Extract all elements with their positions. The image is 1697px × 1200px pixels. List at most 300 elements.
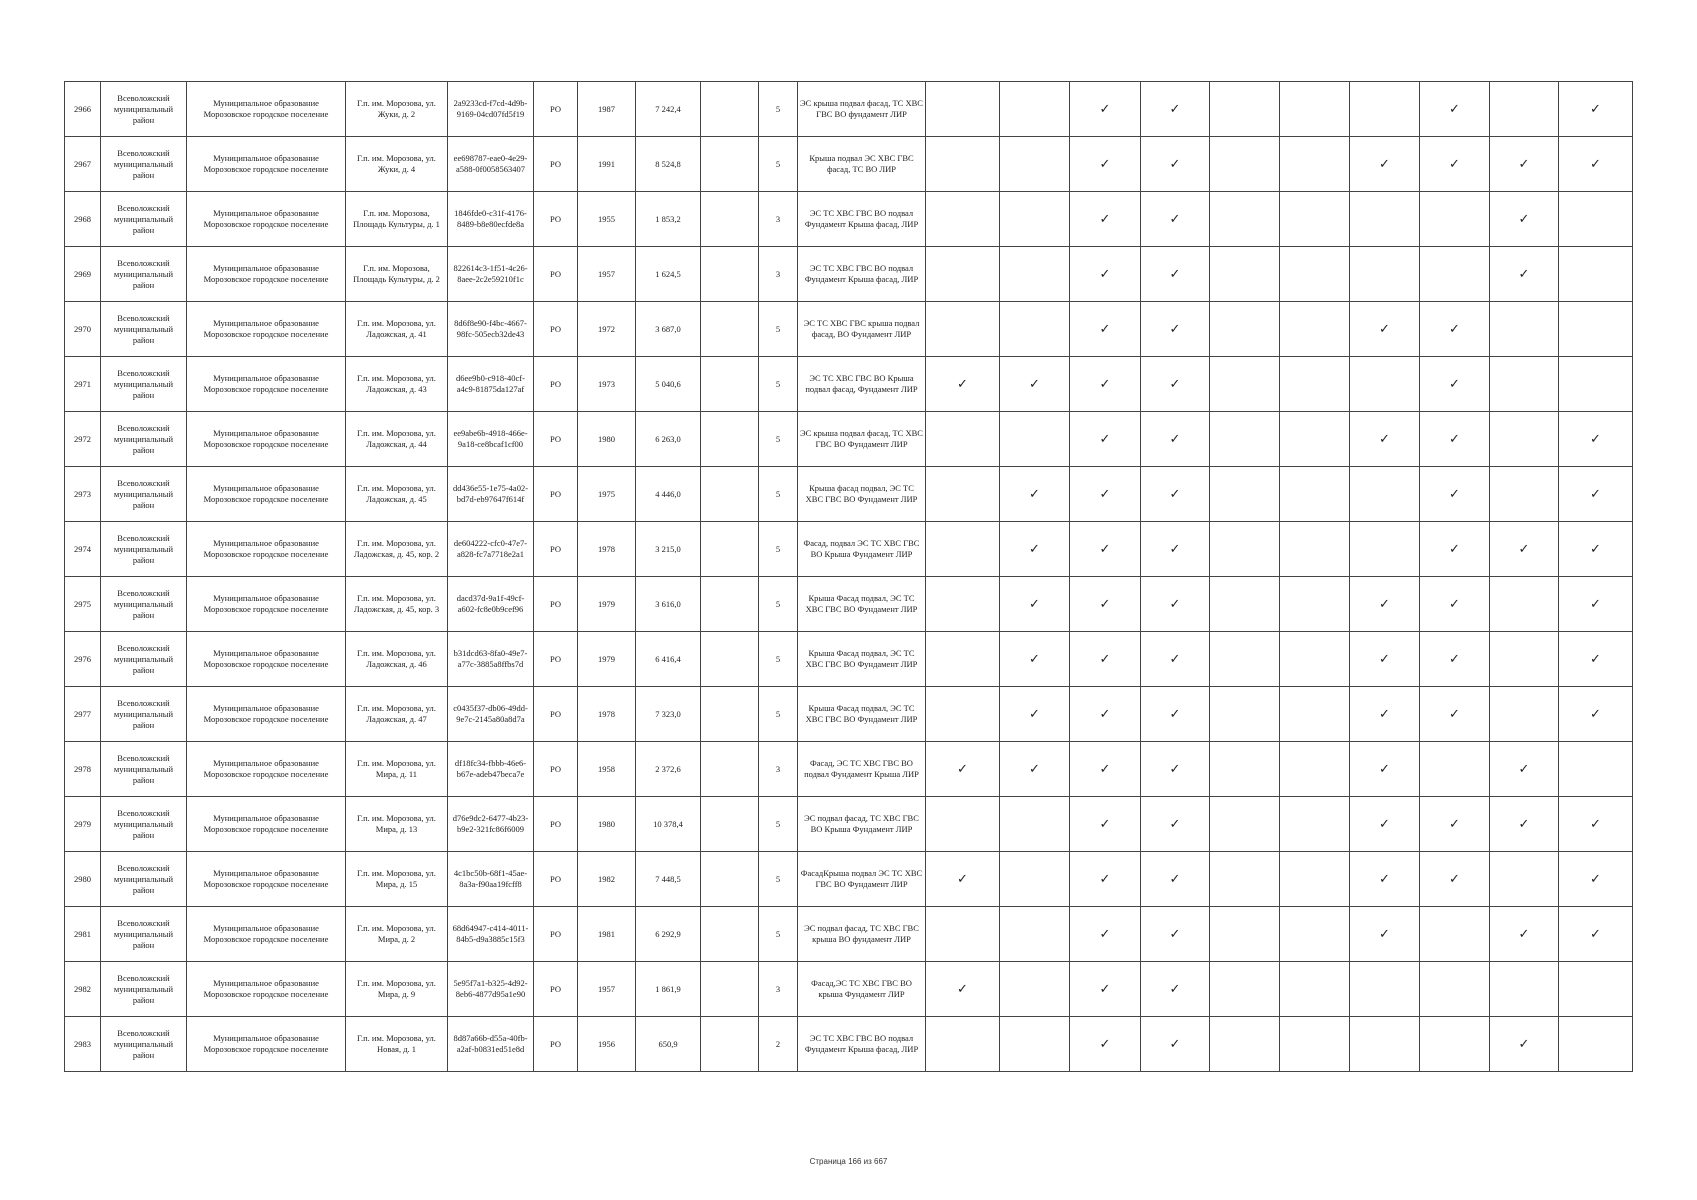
table-row (65, 852, 1633, 907)
row-number: 2972 (65, 412, 101, 467)
check-mark-icon: ✓ (1070, 467, 1141, 522)
empty-check-cell (1280, 302, 1350, 357)
empty-check-cell (1280, 797, 1350, 852)
empty-check-cell (1000, 302, 1070, 357)
area-cell: 2 372,6 (636, 742, 701, 797)
type-cell: РО (534, 247, 578, 302)
year-cell: 1955 (578, 192, 636, 247)
empty-cell (701, 632, 759, 687)
empty-check-cell (1559, 302, 1633, 357)
check-mark-icon: ✓ (1559, 467, 1633, 522)
check-mark-icon: ✓ (1490, 797, 1559, 852)
empty-check-cell (1210, 357, 1280, 412)
works-cell: Фасад, ЭС ТС ХВС ГВС ВО подвал Фундамент Крыша ЛИР (798, 742, 926, 797)
area-cell: 3 687,0 (636, 302, 701, 357)
empty-check-cell (1280, 632, 1350, 687)
area-cell: 3 616,0 (636, 577, 701, 632)
check-mark-icon: ✓ (1141, 82, 1210, 137)
empty-check-cell (1490, 412, 1559, 467)
empty-check-cell (1559, 1017, 1633, 1072)
check-mark-icon: ✓ (1000, 522, 1070, 577)
check-mark-icon: ✓ (1350, 137, 1420, 192)
empty-check-cell (1350, 522, 1420, 577)
row-number: 2971 (65, 357, 101, 412)
works-cell: Фасад, подвал ЭС ТС ХВС ГВС ВО Крыша Фундамент ЛИР (798, 522, 926, 577)
empty-cell (701, 742, 759, 797)
check-mark-icon: ✓ (1559, 907, 1633, 962)
empty-check-cell (1280, 192, 1350, 247)
empty-check-cell (1000, 797, 1070, 852)
empty-cell (701, 687, 759, 742)
type-cell: РО (534, 1017, 578, 1072)
empty-check-cell (1210, 797, 1280, 852)
works-cell: ЭС ТС ХВС ГВС ВО подвал Фундамент Крыша фасад, ЛИР (798, 1017, 926, 1072)
check-mark-icon: ✓ (1350, 412, 1420, 467)
check-mark-icon: ✓ (1141, 302, 1210, 357)
empty-cell (701, 82, 759, 137)
check-mark-icon: ✓ (1000, 467, 1070, 522)
district-cell: Всеволожский муниципальный район (101, 467, 187, 522)
table-row (65, 412, 1633, 467)
works-cell: ФасадКрыша подвал ЭС ТС ХВС ГВС ВО Фундамент ЛИР (798, 852, 926, 907)
check-mark-icon: ✓ (1141, 192, 1210, 247)
floors-cell: 5 (759, 577, 798, 632)
empty-check-cell (1559, 247, 1633, 302)
guid-cell: dd436e55-1e75-4a02-bd7d-eb97647f614f (448, 467, 534, 522)
guid-cell: 8d6f8e90-f4bc-4667-98fc-505ecb32de43 (448, 302, 534, 357)
area-cell: 6 292,9 (636, 907, 701, 962)
check-mark-icon: ✓ (1070, 907, 1141, 962)
guid-cell: ee698787-eae0-4e29-a588-0f0058563407 (448, 137, 534, 192)
check-mark-icon: ✓ (1000, 632, 1070, 687)
address-cell: Г.п. им. Морозова, ул. Мира, д. 9 (346, 962, 448, 1017)
empty-check-cell (1350, 1017, 1420, 1072)
empty-cell (701, 962, 759, 1017)
municipality-cell: Муниципальное образование Морозовское городское поселение (187, 742, 346, 797)
empty-check-cell (1490, 467, 1559, 522)
empty-check-cell (1420, 907, 1490, 962)
check-mark-icon: ✓ (1141, 247, 1210, 302)
empty-check-cell (1210, 412, 1280, 467)
empty-check-cell (1420, 1017, 1490, 1072)
year-cell: 1978 (578, 687, 636, 742)
year-cell: 1957 (578, 247, 636, 302)
check-mark-icon: ✓ (1350, 797, 1420, 852)
check-mark-icon: ✓ (1420, 82, 1490, 137)
check-mark-icon: ✓ (1070, 247, 1141, 302)
guid-cell: d76e9dc2-6477-4b23-b9e2-321fc86f6009 (448, 797, 534, 852)
empty-check-cell (926, 82, 1000, 137)
check-mark-icon: ✓ (1000, 687, 1070, 742)
works-cell: ЭС подвал фасад, ТС ХВС ГВС ВО Крыша Фундамент ЛИР (798, 797, 926, 852)
municipality-cell: Муниципальное образование Морозовское городское поселение (187, 687, 346, 742)
type-cell: РО (534, 577, 578, 632)
check-mark-icon: ✓ (1350, 577, 1420, 632)
table-row (65, 357, 1633, 412)
check-mark-icon: ✓ (1490, 247, 1559, 302)
municipality-cell: Муниципальное образование Морозовское городское поселение (187, 1017, 346, 1072)
check-mark-icon: ✓ (1350, 687, 1420, 742)
year-cell: 1980 (578, 412, 636, 467)
row-number: 2983 (65, 1017, 101, 1072)
address-cell: Г.п. им. Морозова, ул. Ладожская, д. 45, кор. 3 (346, 577, 448, 632)
empty-check-cell (1280, 1017, 1350, 1072)
area-cell: 5 040,6 (636, 357, 701, 412)
empty-check-cell (1210, 247, 1280, 302)
year-cell: 1972 (578, 302, 636, 357)
check-mark-icon: ✓ (1000, 357, 1070, 412)
area-cell: 8 524,8 (636, 137, 701, 192)
guid-cell: 2a9233cd-f7cd-4d9b-9169-04cd07fd5f19 (448, 82, 534, 137)
empty-check-cell (1559, 962, 1633, 1017)
check-mark-icon: ✓ (1490, 742, 1559, 797)
row-number: 2982 (65, 962, 101, 1017)
district-cell: Всеволожский муниципальный район (101, 1017, 187, 1072)
empty-cell (701, 852, 759, 907)
empty-cell (701, 797, 759, 852)
works-cell: ЭС ТС ХВС ГВС ВО Крыша подвал фасад, Фундамент ЛИР (798, 357, 926, 412)
type-cell: РО (534, 192, 578, 247)
district-cell: Всеволожский муниципальный район (101, 852, 187, 907)
check-mark-icon: ✓ (1070, 192, 1141, 247)
table-row (65, 137, 1633, 192)
year-cell: 1956 (578, 1017, 636, 1072)
type-cell: РО (534, 962, 578, 1017)
check-mark-icon: ✓ (1141, 742, 1210, 797)
check-mark-icon: ✓ (926, 962, 1000, 1017)
table-row (65, 577, 1633, 632)
empty-check-cell (1210, 577, 1280, 632)
check-mark-icon: ✓ (1420, 467, 1490, 522)
empty-check-cell (1000, 907, 1070, 962)
row-number: 2976 (65, 632, 101, 687)
area-cell: 6 416,4 (636, 632, 701, 687)
municipality-cell: Муниципальное образование Морозовское городское поселение (187, 192, 346, 247)
empty-check-cell (1210, 742, 1280, 797)
municipality-cell: Муниципальное образование Морозовское городское поселение (187, 632, 346, 687)
table-row (65, 192, 1633, 247)
empty-check-cell (1000, 962, 1070, 1017)
type-cell: РО (534, 82, 578, 137)
table-row (65, 687, 1633, 742)
works-cell: ЭС крыша подвал фасад, ТС ХВС ГВС ВО Фундамент ЛИР (798, 412, 926, 467)
check-mark-icon: ✓ (1350, 632, 1420, 687)
check-mark-icon: ✓ (1070, 82, 1141, 137)
district-cell: Всеволожский муниципальный район (101, 522, 187, 577)
area-cell: 1 853,2 (636, 192, 701, 247)
empty-cell (701, 357, 759, 412)
area-cell: 650,9 (636, 1017, 701, 1072)
district-cell: Всеволожский муниципальный район (101, 82, 187, 137)
floors-cell: 5 (759, 302, 798, 357)
address-cell: Г.п. им. Морозова, ул. Жуки, д. 2 (346, 82, 448, 137)
empty-check-cell (1210, 1017, 1280, 1072)
row-number: 2977 (65, 687, 101, 742)
table-row (65, 522, 1633, 577)
type-cell: РО (534, 632, 578, 687)
check-mark-icon: ✓ (1490, 522, 1559, 577)
row-number: 2970 (65, 302, 101, 357)
check-mark-icon: ✓ (1141, 687, 1210, 742)
empty-check-cell (1559, 357, 1633, 412)
address-cell: Г.п. им. Морозова, ул. Новая, д. 1 (346, 1017, 448, 1072)
empty-check-cell (1280, 687, 1350, 742)
empty-check-cell (1000, 1017, 1070, 1072)
check-mark-icon: ✓ (1000, 577, 1070, 632)
year-cell: 1991 (578, 137, 636, 192)
floors-cell: 5 (759, 82, 798, 137)
empty-check-cell (926, 687, 1000, 742)
floors-cell: 5 (759, 687, 798, 742)
works-cell: Фасад,ЭС ТС ХВС ГВС ВО крыша Фундамент ЛИР (798, 962, 926, 1017)
check-mark-icon: ✓ (1070, 522, 1141, 577)
area-cell: 3 215,0 (636, 522, 701, 577)
empty-check-cell (926, 247, 1000, 302)
row-number: 2980 (65, 852, 101, 907)
municipality-cell: Муниципальное образование Морозовское городское поселение (187, 412, 346, 467)
check-mark-icon: ✓ (1070, 632, 1141, 687)
table-row (65, 247, 1633, 302)
floors-cell: 5 (759, 357, 798, 412)
empty-check-cell (1420, 192, 1490, 247)
type-cell: РО (534, 302, 578, 357)
empty-check-cell (1210, 852, 1280, 907)
check-mark-icon: ✓ (1559, 577, 1633, 632)
empty-check-cell (1210, 302, 1280, 357)
check-mark-icon: ✓ (1070, 302, 1141, 357)
check-mark-icon: ✓ (1559, 137, 1633, 192)
table-row (65, 467, 1633, 522)
empty-check-cell (1210, 522, 1280, 577)
table-row (65, 1017, 1633, 1072)
check-mark-icon: ✓ (1070, 687, 1141, 742)
table-row (65, 632, 1633, 687)
address-cell: Г.п. им. Морозова, ул. Ладожская, д. 44 (346, 412, 448, 467)
empty-check-cell (926, 797, 1000, 852)
empty-check-cell (1280, 852, 1350, 907)
guid-cell: ee9abe6b-4918-466e-9a18-ce8bcaf1cf00 (448, 412, 534, 467)
check-mark-icon: ✓ (1141, 577, 1210, 632)
empty-check-cell (926, 192, 1000, 247)
check-mark-icon: ✓ (1420, 797, 1490, 852)
empty-check-cell (1280, 467, 1350, 522)
floors-cell: 5 (759, 632, 798, 687)
floors-cell: 5 (759, 137, 798, 192)
empty-cell (701, 247, 759, 302)
empty-check-cell (1000, 82, 1070, 137)
check-mark-icon: ✓ (1070, 1017, 1141, 1072)
check-mark-icon: ✓ (1141, 852, 1210, 907)
records-table (64, 81, 1633, 1072)
type-cell: РО (534, 742, 578, 797)
row-number: 2975 (65, 577, 101, 632)
address-cell: Г.п. им. Морозова, Площадь Культуры, д. 2 (346, 247, 448, 302)
check-mark-icon: ✓ (1420, 852, 1490, 907)
municipality-cell: Муниципальное образование Морозовское городское поселение (187, 302, 346, 357)
check-mark-icon: ✓ (1141, 632, 1210, 687)
check-mark-icon: ✓ (1490, 192, 1559, 247)
year-cell: 1980 (578, 797, 636, 852)
empty-check-cell (1490, 357, 1559, 412)
year-cell: 1979 (578, 632, 636, 687)
empty-check-cell (1280, 357, 1350, 412)
guid-cell: b31dcd63-8fa0-49e7-a77c-3885a8ffbs7d (448, 632, 534, 687)
address-cell: Г.п. им. Морозова, ул. Ладожская, д. 43 (346, 357, 448, 412)
guid-cell: 822614c3-1f51-4c26-8aee-2c2e59210f1c (448, 247, 534, 302)
guid-cell: 1846fde0-c31f-4176-8489-b8e80ecfde8a (448, 192, 534, 247)
empty-check-cell (1490, 962, 1559, 1017)
works-cell: ЭС ТС ХВС ГВС ВО подвал Фундамент Крыша фасад, ЛИР (798, 247, 926, 302)
empty-check-cell (1490, 577, 1559, 632)
address-cell: Г.п. им. Морозова, ул. Жуки, д. 4 (346, 137, 448, 192)
row-number: 2968 (65, 192, 101, 247)
empty-check-cell (1350, 192, 1420, 247)
check-mark-icon: ✓ (1350, 742, 1420, 797)
empty-check-cell (1490, 632, 1559, 687)
empty-check-cell (1350, 247, 1420, 302)
check-mark-icon: ✓ (1420, 302, 1490, 357)
floors-cell: 2 (759, 1017, 798, 1072)
empty-check-cell (1280, 247, 1350, 302)
empty-check-cell (926, 467, 1000, 522)
empty-check-cell (1210, 192, 1280, 247)
check-mark-icon: ✓ (1141, 962, 1210, 1017)
type-cell: РО (534, 412, 578, 467)
row-number: 2967 (65, 137, 101, 192)
district-cell: Всеволожский муниципальный район (101, 632, 187, 687)
row-number: 2979 (65, 797, 101, 852)
check-mark-icon: ✓ (1141, 907, 1210, 962)
floors-cell: 3 (759, 962, 798, 1017)
empty-cell (701, 412, 759, 467)
table-row (65, 302, 1633, 357)
empty-cell (701, 577, 759, 632)
floors-cell: 5 (759, 852, 798, 907)
empty-cell (701, 1017, 759, 1072)
district-cell: Всеволожский муниципальный район (101, 687, 187, 742)
empty-check-cell (1210, 907, 1280, 962)
district-cell: Всеволожский муниципальный район (101, 302, 187, 357)
municipality-cell: Муниципальное образование Морозовское городское поселение (187, 137, 346, 192)
row-number: 2973 (65, 467, 101, 522)
district-cell: Всеволожский муниципальный район (101, 742, 187, 797)
check-mark-icon: ✓ (1559, 522, 1633, 577)
empty-check-cell (1490, 82, 1559, 137)
address-cell: Г.п. им. Морозова, ул. Ладожская, д. 41 (346, 302, 448, 357)
empty-check-cell (1280, 962, 1350, 1017)
empty-check-cell (1280, 742, 1350, 797)
empty-check-cell (1210, 962, 1280, 1017)
empty-check-cell (1280, 82, 1350, 137)
check-mark-icon: ✓ (1141, 357, 1210, 412)
check-mark-icon: ✓ (1141, 412, 1210, 467)
check-mark-icon: ✓ (1559, 797, 1633, 852)
floors-cell: 5 (759, 467, 798, 522)
year-cell: 1979 (578, 577, 636, 632)
check-mark-icon: ✓ (1070, 962, 1141, 1017)
year-cell: 1973 (578, 357, 636, 412)
floors-cell: 3 (759, 192, 798, 247)
check-mark-icon: ✓ (1350, 302, 1420, 357)
guid-cell: 5e95f7a1-b325-4d92-8eb6-4877d95a1e90 (448, 962, 534, 1017)
municipality-cell: Муниципальное образование Морозовское городское поселение (187, 797, 346, 852)
works-cell: ЭС ТС ХВС ГВС крыша подвал фасад, ВО Фундамент ЛИР (798, 302, 926, 357)
district-cell: Всеволожский муниципальный район (101, 577, 187, 632)
empty-cell (701, 907, 759, 962)
empty-check-cell (1490, 687, 1559, 742)
district-cell: Всеволожский муниципальный район (101, 962, 187, 1017)
address-cell: Г.п. им. Морозова, Площадь Культуры, д. 1 (346, 192, 448, 247)
check-mark-icon: ✓ (1420, 687, 1490, 742)
check-mark-icon: ✓ (926, 852, 1000, 907)
area-cell: 7 242,4 (636, 82, 701, 137)
municipality-cell: Муниципальное образование Морозовское городское поселение (187, 852, 346, 907)
works-cell: ЭС ТС ХВС ГВС ВО подвал Фундамент Крыша фасад, ЛИР (798, 192, 926, 247)
check-mark-icon: ✓ (1420, 522, 1490, 577)
area-cell: 1 861,9 (636, 962, 701, 1017)
empty-check-cell (1000, 247, 1070, 302)
floors-cell: 5 (759, 907, 798, 962)
year-cell: 1982 (578, 852, 636, 907)
year-cell: 1975 (578, 467, 636, 522)
type-cell: РО (534, 797, 578, 852)
empty-check-cell (1280, 907, 1350, 962)
address-cell: Г.п. им. Морозова, ул. Мира, д. 15 (346, 852, 448, 907)
table-row (65, 742, 1633, 797)
municipality-cell: Муниципальное образование Морозовское городское поселение (187, 247, 346, 302)
guid-cell: d6ee9b0-c918-40cf-a4c9-81875da127af (448, 357, 534, 412)
empty-check-cell (926, 577, 1000, 632)
year-cell: 1981 (578, 907, 636, 962)
municipality-cell: Муниципальное образование Морозовское городское поселение (187, 907, 346, 962)
works-cell: Крыша фасад подвал, ЭС ТС ХВС ГВС ВО Фундамент ЛИР (798, 467, 926, 522)
check-mark-icon: ✓ (1490, 1017, 1559, 1072)
table-row (65, 962, 1633, 1017)
guid-cell: 4c1bc50b-68f1-45ae-8a3a-f90aa19fcff8 (448, 852, 534, 907)
check-mark-icon: ✓ (1490, 137, 1559, 192)
check-mark-icon: ✓ (1070, 412, 1141, 467)
works-cell: Крыша Фасад подвал, ЭС ТС ХВС ГВС ВО Фундамент ЛИР (798, 687, 926, 742)
type-cell: РО (534, 137, 578, 192)
type-cell: РО (534, 852, 578, 907)
district-cell: Всеволожский муниципальный район (101, 357, 187, 412)
empty-check-cell (1210, 632, 1280, 687)
check-mark-icon: ✓ (1141, 137, 1210, 192)
row-number: 2981 (65, 907, 101, 962)
district-cell: Всеволожский муниципальный район (101, 137, 187, 192)
check-mark-icon: ✓ (1070, 577, 1141, 632)
table-row (65, 797, 1633, 852)
check-mark-icon: ✓ (1000, 742, 1070, 797)
check-mark-icon: ✓ (1350, 852, 1420, 907)
year-cell: 1957 (578, 962, 636, 1017)
guid-cell: c0435f37-db06-49dd-9e7c-2145a80a8d7a (448, 687, 534, 742)
check-mark-icon: ✓ (1070, 742, 1141, 797)
floors-cell: 3 (759, 247, 798, 302)
guid-cell: 68d64947-c414-4011-84b5-d9a3885c15f3 (448, 907, 534, 962)
works-cell: Крыша Фасад подвал, ЭС ТС ХВС ГВС ВО Фундамент ЛИР (798, 577, 926, 632)
address-cell: Г.п. им. Морозова, ул. Ладожская, д. 45 (346, 467, 448, 522)
row-number: 2969 (65, 247, 101, 302)
empty-check-cell (1000, 412, 1070, 467)
check-mark-icon: ✓ (1420, 412, 1490, 467)
floors-cell: 5 (759, 797, 798, 852)
empty-check-cell (926, 137, 1000, 192)
guid-cell: de604222-cfc0-47e7-a828-fc7a7718e2a1 (448, 522, 534, 577)
municipality-cell: Муниципальное образование Морозовское городское поселение (187, 467, 346, 522)
address-cell: Г.п. им. Морозова, ул. Мира, д. 2 (346, 907, 448, 962)
works-cell: ЭС крыша подвал фасад, ТС ХВС ГВС ВО фундамент ЛИР (798, 82, 926, 137)
